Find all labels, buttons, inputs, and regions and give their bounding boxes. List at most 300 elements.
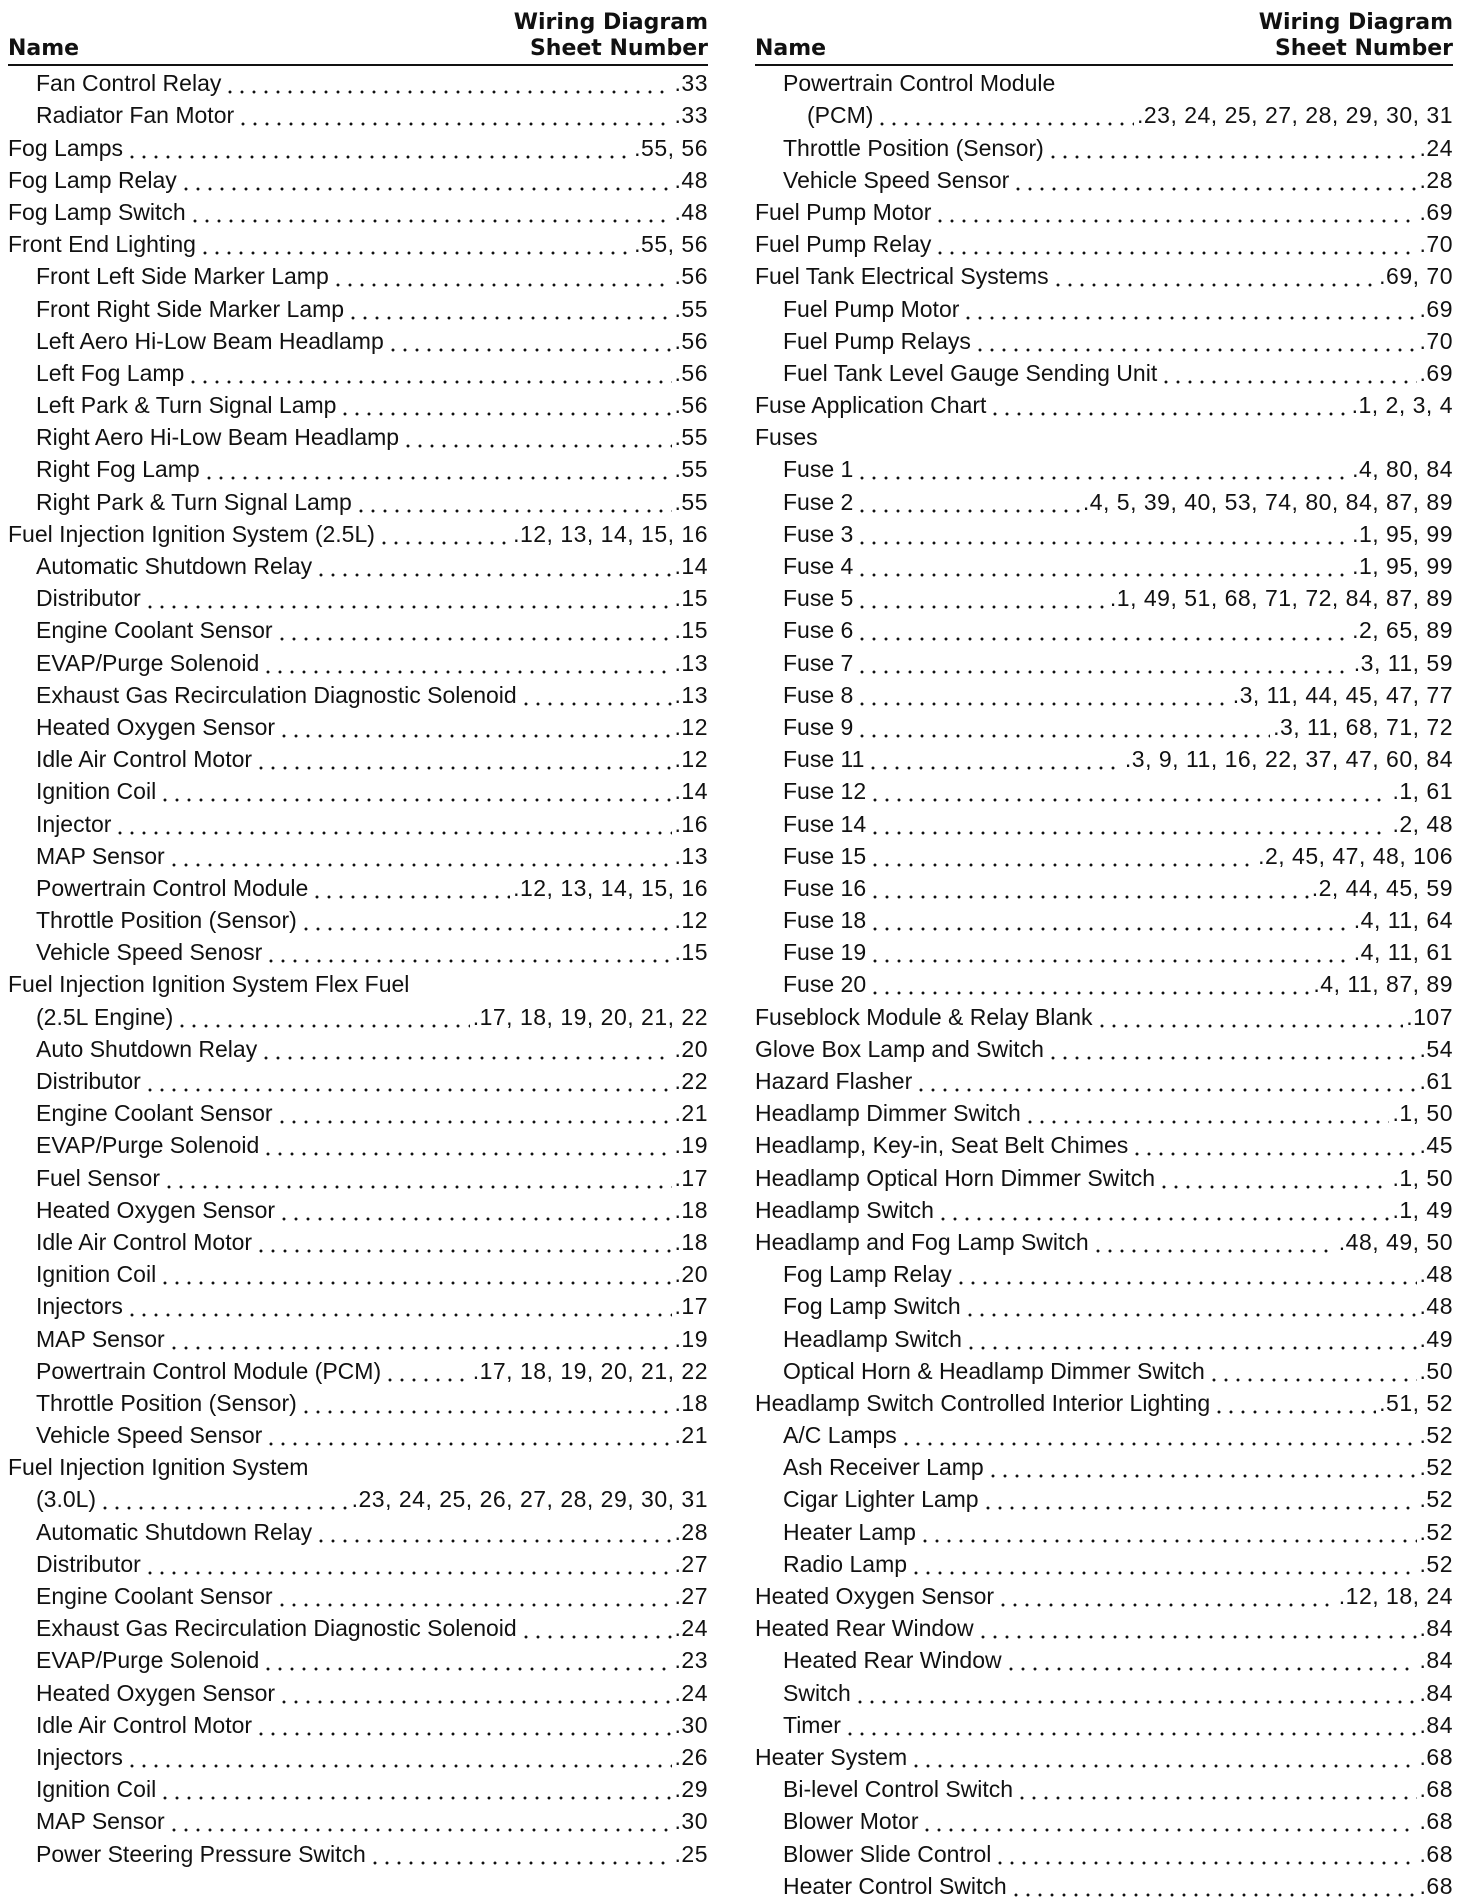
dot-leader (339, 390, 671, 420)
entry-name: Fuse 11 (783, 746, 865, 773)
index-entry (8, 1193, 708, 1225)
entry-name: Fog Lamp Switch (8, 198, 186, 225)
index-entry (755, 1869, 1453, 1901)
entry-name: Left Fog Lamp (36, 359, 185, 386)
index-entry (755, 1579, 1453, 1611)
dot-leader (347, 294, 671, 324)
entry-name: Fuse 5 (783, 585, 854, 612)
sheet-numbers: .25 (674, 1840, 708, 1867)
entry-name: Blower Slide Control (783, 1840, 992, 1867)
dot-leader (224, 68, 671, 98)
sheet-numbers: .48, 49, 50 (1338, 1228, 1453, 1255)
sheet-numbers: .21 (674, 1422, 708, 1449)
entry-name: Auto Shutdown Relay (36, 1035, 258, 1062)
entry-name: Power Steering Pressure Switch (36, 1840, 366, 1867)
index-entry (8, 1579, 708, 1611)
dot-leader (260, 1034, 671, 1064)
sheet-numbers: .15 (674, 939, 708, 966)
index-entry (8, 774, 708, 806)
index-entry (8, 1160, 708, 1192)
index-entry (755, 98, 1453, 130)
index-entry (755, 1386, 1453, 1418)
entry-name: MAP Sensor (36, 1808, 165, 1835)
sheet-numbers: .13 (674, 649, 708, 676)
dot-leader (265, 1420, 671, 1450)
index-entry (755, 452, 1453, 484)
entry-name: Heated Rear Window (783, 1647, 1002, 1674)
sheet-numbers: .1, 2, 3, 4 (1351, 392, 1453, 419)
index-column-right (755, 6, 1453, 1901)
index-entry (755, 420, 1453, 452)
entry-name: Front Right Side Marker Lamp (36, 295, 345, 322)
index-entry (755, 613, 1453, 645)
entry-name: Heater Control Switch (783, 1872, 1007, 1899)
entry-name: Injector (36, 810, 112, 837)
entry-name: Switch (783, 1679, 851, 1706)
sheet-numbers: .1, 95, 99 (1352, 553, 1453, 579)
dot-leader (962, 294, 1416, 324)
entry-name: Vehicle Speed Sensor (783, 166, 1010, 193)
sheet-number-column-heading (1259, 10, 1453, 62)
index-entry (8, 1836, 708, 1868)
dot-leader (1208, 1356, 1417, 1386)
index-entry (755, 163, 1453, 195)
dot-leader (262, 1130, 671, 1160)
index-entry (755, 903, 1453, 935)
sheet-numbers: .55 (674, 456, 708, 483)
dot-leader (915, 1066, 1416, 1096)
sheet-numbers: .1, 61 (1392, 778, 1453, 805)
index-entry (755, 774, 1453, 806)
sheet-numbers: .52 (1419, 1454, 1453, 1481)
sheet-numbers: .84 (1419, 1647, 1453, 1674)
sheet-numbers: .18 (674, 1389, 708, 1416)
sheet-numbers: .48 (674, 198, 708, 225)
sheet-numbers: .52 (1419, 1422, 1453, 1449)
sheet-numbers: .84 (1419, 1615, 1453, 1642)
entry-name: Vehicle Speed Sensor (36, 1422, 263, 1449)
entry-name: Heated Oxygen Sensor (36, 713, 276, 740)
index-entry (8, 195, 708, 227)
dot-leader (869, 969, 1310, 999)
index-entry (8, 1289, 708, 1321)
sheet-numbers: .4, 11, 87, 89 (1313, 971, 1453, 998)
index-entry (8, 999, 708, 1031)
sheet-numbers: .68 (1419, 1776, 1453, 1803)
index-entry (8, 1547, 708, 1579)
index-entry (755, 1611, 1453, 1643)
dot-leader (369, 1839, 672, 1869)
index-entry (8, 1643, 708, 1675)
entry-name: Distributor (36, 1550, 141, 1577)
entry-name: Right Fog Lamp (36, 456, 200, 483)
sheet-numbers: .30 (674, 1711, 708, 1738)
index-entry (755, 130, 1453, 162)
sheet-numbers: .19 (674, 1325, 708, 1352)
sheet-numbers: .56 (674, 359, 708, 386)
index-entry (8, 742, 708, 774)
index-entry (8, 66, 708, 98)
sheet-numbers: .20 (674, 1261, 708, 1288)
dot-leader (402, 422, 671, 452)
dot-leader (144, 583, 672, 613)
dot-leader (237, 100, 671, 130)
entry-name: Throttle Position (Sensor) (36, 1389, 297, 1416)
entry-name: Fuse 14 (783, 810, 867, 837)
entry-name: Heated Oxygen Sensor (36, 1196, 276, 1223)
entry-name: Cigar Lighter Lamp (783, 1486, 979, 1513)
index-entry (755, 1354, 1453, 1386)
sheet-numbers: .55, 56 (634, 134, 708, 161)
entry-name: EVAP/Purge Solenoid (36, 649, 260, 676)
index-entry (8, 1611, 708, 1643)
dot-leader (856, 487, 1080, 517)
sheet-numbers: .4, 5, 39, 40, 53, 74, 80, 84, 87, 89 (1082, 488, 1453, 515)
sheet-numbers: .27 (674, 1550, 708, 1577)
dot-leader (989, 390, 1348, 420)
dot-leader (1052, 261, 1377, 291)
entry-name: MAP Sensor (36, 1325, 165, 1352)
entry-name: Timer (783, 1711, 841, 1738)
index-entry (755, 1708, 1453, 1740)
index-entry (755, 1160, 1453, 1192)
index-entry (755, 324, 1453, 356)
entry-name: Vehicle Speed Senosr (36, 939, 263, 966)
dot-leader (869, 776, 1389, 806)
dot-leader (378, 519, 510, 549)
dot-leader (856, 519, 1349, 549)
entry-name: Fuse 4 (783, 553, 854, 579)
index-entry-list (755, 66, 1453, 1901)
entry-name: A/C Lamps (783, 1422, 897, 1449)
sheet-numbers: .69, 70 (1379, 263, 1453, 290)
entry-name: Radio Lamp (783, 1550, 908, 1577)
index-entry (755, 967, 1453, 999)
sheet-numbers: .1, 95, 99 (1352, 520, 1453, 547)
index-entry (755, 806, 1453, 838)
index-entry (755, 1193, 1453, 1225)
index-entry (8, 935, 708, 967)
entry-name: Fuse 2 (783, 488, 854, 515)
sheet-numbers: .1, 50 (1392, 1164, 1453, 1191)
sheet-heading-line-2: Sheet Number (529, 36, 708, 61)
entry-name: Bi-level Control Switch (783, 1776, 1014, 1803)
dot-leader (99, 1484, 349, 1514)
sheet-numbers: .55 (674, 424, 708, 451)
dot-leader (910, 1549, 1416, 1579)
entry-name: EVAP/Purge Solenoid (36, 1132, 260, 1159)
index-entry (755, 1804, 1453, 1836)
sheet-numbers: .27 (674, 1583, 708, 1609)
entry-name: Headlamp and Fog Lamp Switch (755, 1228, 1089, 1255)
entry-name: Engine Coolant Sensor (36, 1100, 273, 1127)
index-entry (8, 1096, 708, 1128)
sheet-numbers: .52 (1419, 1518, 1453, 1545)
dot-leader (187, 358, 671, 388)
index-entry (8, 1225, 708, 1257)
dot-leader (278, 1195, 671, 1225)
dot-leader (1010, 1871, 1417, 1901)
sheet-numbers: .2, 65, 89 (1352, 617, 1453, 644)
entry-name: Exhaust Gas Recirculation Diagnostic Solenoid (36, 1615, 517, 1642)
sheet-numbers: .84 (1419, 1679, 1453, 1706)
index-entry (755, 1064, 1453, 1096)
index-entry (755, 1547, 1453, 1579)
index-entry (8, 1257, 708, 1289)
index-entry (755, 291, 1453, 323)
entry-name: (PCM) (807, 102, 874, 129)
dot-leader (1092, 1227, 1336, 1257)
dot-leader (934, 229, 1416, 259)
sheet-numbers: .33 (674, 102, 708, 129)
sheet-numbers: .107 (1406, 1003, 1453, 1030)
index-entry (8, 1740, 708, 1772)
dot-leader (921, 1806, 1416, 1836)
dot-leader (276, 615, 672, 645)
index-entry (755, 871, 1453, 903)
entry-name: Engine Coolant Sensor (36, 617, 273, 644)
index-entry (8, 1804, 708, 1836)
sheet-numbers: .21 (674, 1100, 708, 1127)
sheet-numbers: .17, 18, 19, 20, 21, 22 (472, 1003, 708, 1030)
index-entry (755, 839, 1453, 871)
entry-name: Fog Lamps (8, 134, 124, 161)
sheet-numbers: .55 (674, 295, 708, 322)
dot-leader (159, 1259, 671, 1289)
entry-name: Throttle Position (Sensor) (36, 907, 297, 934)
dot-leader (1024, 1098, 1390, 1128)
index-entry (755, 1482, 1453, 1514)
sheet-heading-line-1: Wiring Diagram (1258, 10, 1453, 35)
index-entry (755, 388, 1453, 420)
dot-leader (265, 937, 671, 967)
dot-leader (856, 615, 1349, 645)
index-entry (8, 98, 708, 130)
entry-name: Fan Control Relay (36, 70, 222, 97)
entry-name: Headlamp Optical Horn Dimmer Switch (755, 1164, 1156, 1191)
dot-leader (994, 1839, 1416, 1869)
dot-leader (1160, 358, 1416, 388)
entry-name: Exhaust Gas Recirculation Diagnostic Solenoid (36, 681, 517, 708)
index-entry (755, 66, 1453, 98)
dot-leader (856, 680, 1229, 710)
entry-name: Fuel Pump Relay (755, 231, 932, 258)
entry-name: Fuse 7 (783, 649, 854, 676)
entry-name: Fuseblock Module & Relay Blank (755, 1003, 1093, 1030)
column-header (755, 6, 1453, 66)
dot-leader (126, 1291, 672, 1321)
sheet-numbers: .12 (674, 746, 708, 773)
dot-leader (168, 841, 672, 871)
entry-name: Ignition Coil (36, 778, 157, 805)
entry-name: Fuse 8 (783, 681, 854, 708)
sheet-numbers: .61 (1419, 1068, 1453, 1094)
index-entry (8, 710, 708, 742)
dot-leader (856, 712, 1270, 742)
dot-leader (159, 776, 671, 806)
dot-leader (965, 1324, 1417, 1354)
sheet-numbers: .28 (1419, 166, 1453, 193)
entry-name: Ignition Coil (36, 1261, 157, 1288)
index-entry (755, 1128, 1453, 1160)
entry-name: Left Aero Hi-Low Beam Headlamp (36, 327, 384, 354)
dot-leader (900, 1420, 1417, 1450)
dot-leader (126, 133, 631, 163)
sheet-numbers: .30 (674, 1808, 708, 1835)
dot-leader (869, 809, 1389, 839)
dot-leader (387, 326, 672, 356)
sheet-numbers: .20 (674, 1035, 708, 1062)
sheet-numbers: .48 (674, 166, 708, 193)
dot-leader (1012, 165, 1416, 195)
entry-name: Headlamp Switch (783, 1325, 962, 1352)
dot-leader (278, 712, 671, 742)
entry-name: Fog Lamp Relay (783, 1261, 952, 1288)
sheet-numbers: .29 (674, 1776, 708, 1803)
sheet-numbers: .17 (674, 1164, 708, 1191)
sheet-numbers: .70 (1419, 327, 1453, 354)
index-entry (755, 1514, 1453, 1546)
entry-name: Fuse 3 (783, 520, 854, 547)
sheet-numbers: .51, 52 (1379, 1389, 1453, 1416)
entry-name: Automatic Shutdown Relay (36, 1518, 313, 1545)
dot-leader (355, 487, 672, 517)
dot-leader (987, 1452, 1417, 1482)
index-entry (8, 1514, 708, 1546)
sheet-number-column-heading (514, 10, 708, 62)
index-entry (8, 1482, 708, 1514)
dot-leader (856, 454, 1349, 484)
dot-leader (520, 680, 672, 710)
dot-leader (315, 1517, 671, 1547)
entry-name: Hazard Flasher (755, 1068, 913, 1094)
entry-name: Fuse 9 (783, 713, 854, 740)
entry-name: Fuel Pump Motor (783, 295, 960, 322)
index-entry (8, 452, 708, 484)
dot-leader (1213, 1388, 1376, 1418)
sheet-numbers: .12 (674, 907, 708, 934)
index-entry (755, 645, 1453, 677)
dot-leader (876, 100, 1134, 130)
index-entry (755, 259, 1453, 291)
entry-name: Engine Coolant Sensor (36, 1583, 273, 1609)
index-entry (755, 227, 1453, 259)
dot-leader (867, 744, 1122, 774)
index-entry (755, 935, 1453, 967)
entry-name: Front Left Side Marker Lamp (36, 263, 329, 290)
index-entry (8, 420, 708, 452)
dot-leader (311, 873, 510, 903)
entry-name: MAP Sensor (36, 842, 165, 869)
sheet-numbers: .56 (674, 392, 708, 419)
sheet-numbers: .15 (674, 617, 708, 644)
sheet-numbers: .68 (1419, 1872, 1453, 1899)
index-entry (755, 484, 1453, 516)
name-column-heading: Name (755, 36, 827, 61)
entry-name: Powertrain Control Module (783, 70, 1056, 97)
index-entry (8, 388, 708, 420)
dot-leader (977, 1613, 1417, 1643)
index-entry (8, 1675, 708, 1707)
index-entry (755, 1321, 1453, 1353)
index-entry (755, 549, 1453, 581)
sheet-numbers: .45 (1419, 1132, 1453, 1159)
sheet-numbers: .22 (674, 1068, 708, 1094)
dot-leader (937, 1195, 1389, 1225)
index-entry (755, 678, 1453, 710)
dot-leader (1158, 1163, 1389, 1193)
dot-leader (189, 197, 672, 227)
entry-name: Ignition Coil (36, 1776, 157, 1803)
dot-leader (1096, 1002, 1404, 1032)
entry-name: Heated Rear Window (755, 1615, 974, 1642)
index-entry (8, 581, 708, 613)
dot-leader (919, 1517, 1417, 1547)
index-entry (8, 227, 708, 259)
sheet-numbers: .3, 9, 11, 16, 22, 37, 47, 60, 84 (1124, 746, 1453, 773)
entry-name: Heated Oxygen Sensor (36, 1679, 276, 1706)
entry-name: (3.0L) (36, 1486, 97, 1513)
entry-name: Fuse Application Chart (755, 392, 987, 419)
sheet-numbers: .3, 11, 59 (1353, 649, 1453, 676)
entry-name: Right Park & Turn Signal Lamp (36, 488, 352, 515)
entry-name: Distributor (36, 585, 141, 612)
index-entry (8, 1386, 708, 1418)
index-entry-list (8, 66, 708, 1869)
dot-leader (856, 648, 1350, 678)
entry-name: Heater System (755, 1743, 908, 1770)
entry-name: EVAP/Purge Solenoid (36, 1647, 260, 1674)
entry-name: Right Aero Hi-Low Beam Headlamp (36, 424, 400, 451)
entry-name: Fuel Pump Relays (783, 327, 971, 354)
index-entry (8, 1450, 708, 1482)
dot-leader (869, 873, 1309, 903)
entry-name: Headlamp Dimmer Switch (755, 1100, 1021, 1127)
index-entry (755, 710, 1453, 742)
index-entry (8, 871, 708, 903)
index-entry (755, 581, 1453, 613)
sheet-numbers: .2, 44, 45, 59 (1311, 874, 1453, 901)
dot-leader (520, 1613, 672, 1643)
entry-name: Fuse 1 (783, 456, 854, 483)
sheet-numbers: .13 (674, 842, 708, 869)
sheet-numbers: .24 (1419, 134, 1453, 161)
dot-leader (974, 326, 1417, 356)
index-entry (755, 1289, 1453, 1321)
entry-name: Fuse 16 (783, 874, 867, 901)
sheet-numbers: .3, 11, 44, 45, 47, 77 (1232, 681, 1453, 708)
dot-leader (869, 841, 1255, 871)
index-entry (755, 195, 1453, 227)
index-entry (8, 1321, 708, 1353)
entry-name: Injectors (36, 1743, 123, 1770)
index-entry (8, 356, 708, 388)
dot-leader (276, 1581, 672, 1611)
entry-name: Idle Air Control Motor (36, 1228, 253, 1255)
index-entry (8, 1064, 708, 1096)
sheet-numbers: .3, 11, 68, 71, 72 (1273, 713, 1453, 740)
dot-leader (854, 1678, 1417, 1708)
dot-leader (163, 1163, 672, 1193)
index-entry (755, 1032, 1453, 1064)
sheet-numbers: .55 (674, 488, 708, 515)
sheet-numbers: .56 (674, 263, 708, 290)
index-entry (755, 742, 1453, 774)
index-entry (8, 130, 708, 162)
dot-leader (964, 1291, 1417, 1321)
dot-leader (1047, 1034, 1417, 1064)
sheet-numbers: .12, 13, 14, 15, 16 (513, 874, 708, 901)
